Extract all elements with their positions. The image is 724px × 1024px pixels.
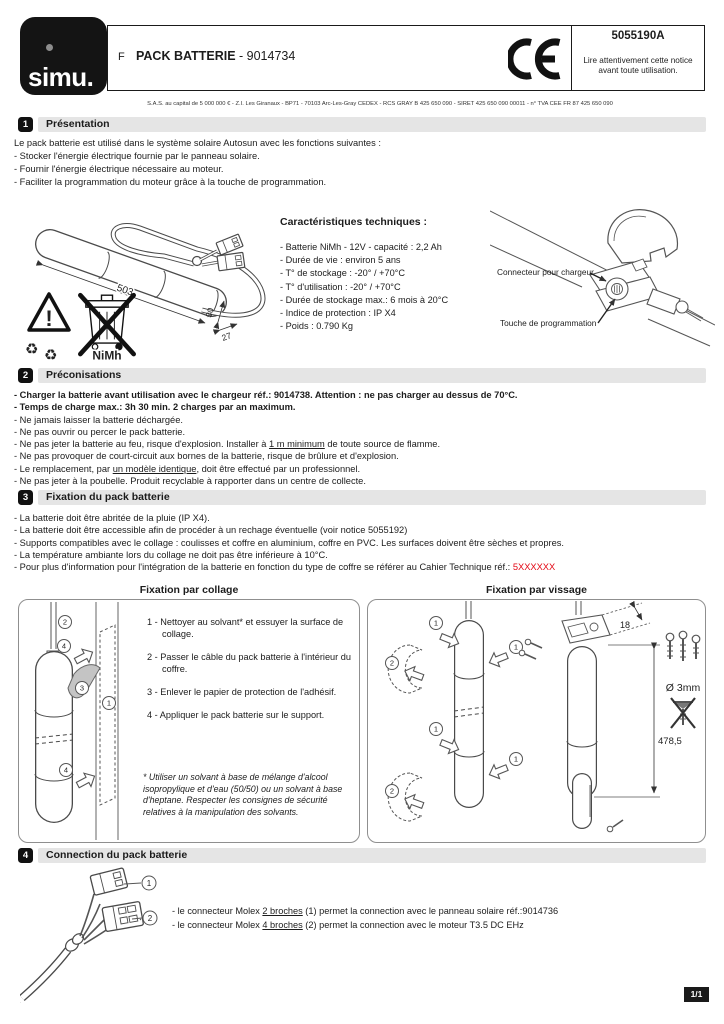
spec-item: - Batterie NiMh - 12V - capacité : 2,2 Ah (280, 242, 442, 252)
svg-text:1: 1 (433, 618, 439, 628)
marker-2a (386, 657, 399, 670)
battery-pack-illustration (12, 194, 284, 370)
text-line: - Supports compatibles avec le collage : coulisses et coffre en aluminium, coffre en PVC. Les surfaces doivent être sèches et propres. (14, 537, 565, 548)
right-tube (567, 661, 597, 819)
adhesive-strip (100, 625, 115, 805)
text-line: - La température ambiante lors du collage ne doit pas être inférieure à 10°C. (14, 549, 328, 560)
connector-marker-1 (142, 876, 156, 890)
section-3-number: 3 (18, 490, 33, 505)
svg-text:4: 4 (61, 641, 67, 651)
collage-diagram (22, 602, 144, 840)
section-3-body (14, 512, 564, 573)
legal-line: S.A.S. au capital de 5 000 000 € - Z.I. Les Giranaux - BP71 - 70103 Arc-Les-Gray CEDEX - RCS GRAY B 425 650 090 - SIRET 425 650 090 00011 - n° TVA CEE FR 87 425 650 090 (147, 101, 613, 107)
doc-reference: 5055190A (611, 30, 665, 42)
vissage-box (367, 599, 706, 843)
vissage-title: Fixation par vissage (486, 584, 587, 596)
read-notice-text: Lire attentivement cette notice avant toute utilisation. (583, 56, 693, 75)
text-line: - Pour plus d'information pour l'intégration de la batterie en fonction du type de coffre se référer au Cahier Technique réf.: 5XXXXXX (14, 562, 556, 573)
molex-2pin-connector (90, 868, 128, 896)
step-marker-4 (58, 640, 71, 653)
text-line: - Ne pas provoquer de court-circuit aux bornes de la batterie, risque de brûlure et d'explosion. (14, 451, 399, 462)
label-charger-connector: Connecteur pour chargeur (497, 267, 594, 277)
text-line: - Fournir l'énergie électrique nécessaire au moteur. (14, 164, 224, 174)
step-line: 2 - Passer le câble du pack batterie à l'intérieur du coffre. (147, 652, 351, 674)
svg-text:3: 3 (79, 683, 85, 693)
text-line: - Faciliter la programmation du moteur grâce à la touche de programmation. (14, 177, 327, 187)
section-4-header (18, 848, 706, 863)
molex-4pin-connector (102, 901, 144, 931)
text-line: - Ne pas jeter la batterie au feu, risque d'explosion. Installer à 1 m minimum de toute source de flamme. (14, 439, 441, 450)
collage-title: Fixation par collage (139, 584, 239, 596)
product-name: PACK BATTERIE (136, 49, 236, 63)
spec-item: - Durée de vie : environ 5 ans (280, 255, 401, 266)
section-4-number: 4 (18, 848, 33, 863)
collage-box (18, 599, 360, 843)
screws-icon (666, 631, 701, 694)
bottom-screw (607, 820, 623, 832)
solvent-footnote: * Utiliser un solvant à base de mélange d'alcool isopropylique et d'eau (50/50) ou un solvant à base d'heptane. Respecter les consignes de sécurité relatives à la manipulation des solvants. (143, 772, 343, 817)
trunk-cable (20, 932, 86, 1012)
connection-cable-illustration (20, 866, 220, 1021)
connector-marker-2 (143, 911, 157, 925)
simu-logo (20, 17, 107, 95)
spec-item: - Poids : 0.790 Kg (280, 321, 354, 332)
step-line: 3 - Enlever le papier de protection de l'adhésif. (147, 687, 337, 697)
document-title (136, 49, 295, 63)
marker-1a (430, 617, 443, 630)
svg-text:478,5: 478,5 (658, 736, 682, 747)
step-marker-3 (76, 682, 89, 695)
dim-length: 503 (115, 282, 135, 299)
simu-logo-text: simu. (28, 62, 94, 92)
dim-depth: 27 (220, 330, 233, 343)
tech-ref-red: 5XXXXXX (512, 562, 556, 573)
top-bracket (562, 615, 610, 643)
text-line: - La batterie doit être accessible afin de procéder à un rechage éventuelle (voir notice 5055192) (14, 525, 408, 536)
section-1-body (14, 137, 381, 189)
section-3-header (18, 490, 706, 505)
text-line: - La batterie doit être abritée de la pluie (IP X4). (14, 513, 210, 523)
svg-text:1: 1 (106, 698, 112, 708)
svg-text:2: 2 (389, 658, 395, 668)
text-line: - Ne pas ouvrir ou percer le pack batterie. (14, 426, 186, 437)
section-4-body (172, 905, 558, 932)
doc-ref-cell (571, 26, 704, 90)
forbidden-screw-icon (671, 698, 695, 728)
svg-text:2: 2 (389, 786, 395, 796)
svg-text:2: 2 (147, 914, 153, 923)
section-2-number: 2 (18, 368, 33, 383)
section-2-title: Préconisations (38, 368, 706, 383)
marker-1c (430, 723, 443, 736)
vissage-diagram (370, 601, 705, 841)
section-2-body (14, 389, 518, 487)
text-line: - le connecteur Molex 2 broches (1) permet la connection avec le panneau solaire réf.:9014736 (172, 906, 559, 916)
page-number-badge: 1/1 (684, 987, 709, 1002)
screw-diameter-label: Ø 3mm (665, 682, 701, 694)
svg-text:18: 18 (620, 620, 631, 630)
svg-text:2: 2 (62, 617, 68, 627)
step-marker-2 (59, 616, 72, 629)
section-4-title: Connection du pack batterie (38, 848, 706, 863)
molex-connector-2pin (216, 234, 243, 255)
rubber-cover (608, 210, 678, 263)
tech-specs-title: Caractéristiques techniques : (280, 216, 428, 228)
section-1-title: Présentation (38, 117, 706, 132)
spec-item: - T° d'utilisation : -20° / +70°C (280, 281, 401, 292)
text-line: - Temps de charge max.: 3h 30 min. 2 charges par an maximum. (14, 402, 296, 413)
step-marker-4b (60, 764, 73, 777)
text-line: - le connecteur Molex 4 broches (2) permet la connection avec le moteur T3.5 DC EHz (172, 919, 524, 930)
section-3-title: Fixation du pack batterie (38, 490, 706, 505)
label-programming-button: Touche de programmation (500, 318, 597, 328)
marker-2b (386, 785, 399, 798)
section-1-header (18, 117, 706, 132)
svg-text:1: 1 (433, 724, 439, 734)
recycle-icon (25, 341, 57, 364)
spec-item: - T° de stockage : -20° / +70°C (280, 268, 405, 279)
step-line: 1 - Nettoyer au solvant* et essuyer la surface de collage. (147, 617, 344, 639)
step-line: 4 - Appliquer le pack batterie sur le support. (147, 710, 325, 720)
text-line: - Charger la batterie avant utilisation avec le chargeur réf.: 9014738. Attention : ne pas charger au dessus de 70°C. (14, 390, 518, 400)
connector-block (590, 259, 703, 321)
dim-478 (594, 645, 682, 797)
svg-text:♻: ♻ (25, 341, 39, 358)
section-1-number: 1 (18, 117, 33, 132)
text-line: - Stocker l'énergie électrique fournie par le panneau solaire. (14, 151, 260, 161)
step-marker-1 (103, 697, 116, 710)
battery-chemistry-label: NiMh (92, 348, 122, 363)
svg-text:♻: ♻ (44, 347, 58, 364)
product-ref: - 9014734 (235, 49, 296, 63)
battery-tube-vertical (35, 670, 73, 804)
marker-1d (510, 753, 523, 766)
text-line: - Le remplacement, par un modèle identique, doit être effectué par un professionnel. (14, 463, 361, 474)
text-line: - Ne jamais laisser la batterie déchargée. (14, 414, 183, 425)
battery-tube (50, 244, 218, 317)
section-2-header (18, 368, 706, 383)
svg-text:1: 1 (146, 879, 152, 888)
text-line: Le pack batterie est utilisé dans le système solaire Autosun avec les fonctions suivantes : (14, 138, 381, 148)
text-line: - Ne pas jeter à la poubelle. Produit recyclable à rapporter dans un centre de collecte. (14, 476, 366, 487)
spec-item: - Durée de stockage max.: 6 mois à 20°C (280, 294, 449, 305)
svg-text:1: 1 (513, 642, 519, 652)
molex-connector-4pin (217, 252, 245, 270)
dim-18 (602, 603, 650, 635)
simu-logo-dot-icon (46, 44, 53, 51)
spec-item: - Indice de protection : IP X4 (280, 308, 396, 319)
svg-text:4: 4 (63, 765, 69, 775)
svg-text:1: 1 (513, 754, 519, 764)
ce-mark-icon (508, 36, 562, 82)
collage-steps (147, 616, 355, 732)
language-code: F (118, 51, 125, 63)
left-tube (454, 635, 484, 793)
warning-triangle-icon (29, 294, 69, 331)
title-box (107, 25, 705, 91)
crossed-bin-icon (80, 295, 133, 362)
dim-height: 30 (203, 306, 216, 319)
svg-text:!: ! (45, 306, 53, 331)
tech-specs (280, 216, 498, 333)
